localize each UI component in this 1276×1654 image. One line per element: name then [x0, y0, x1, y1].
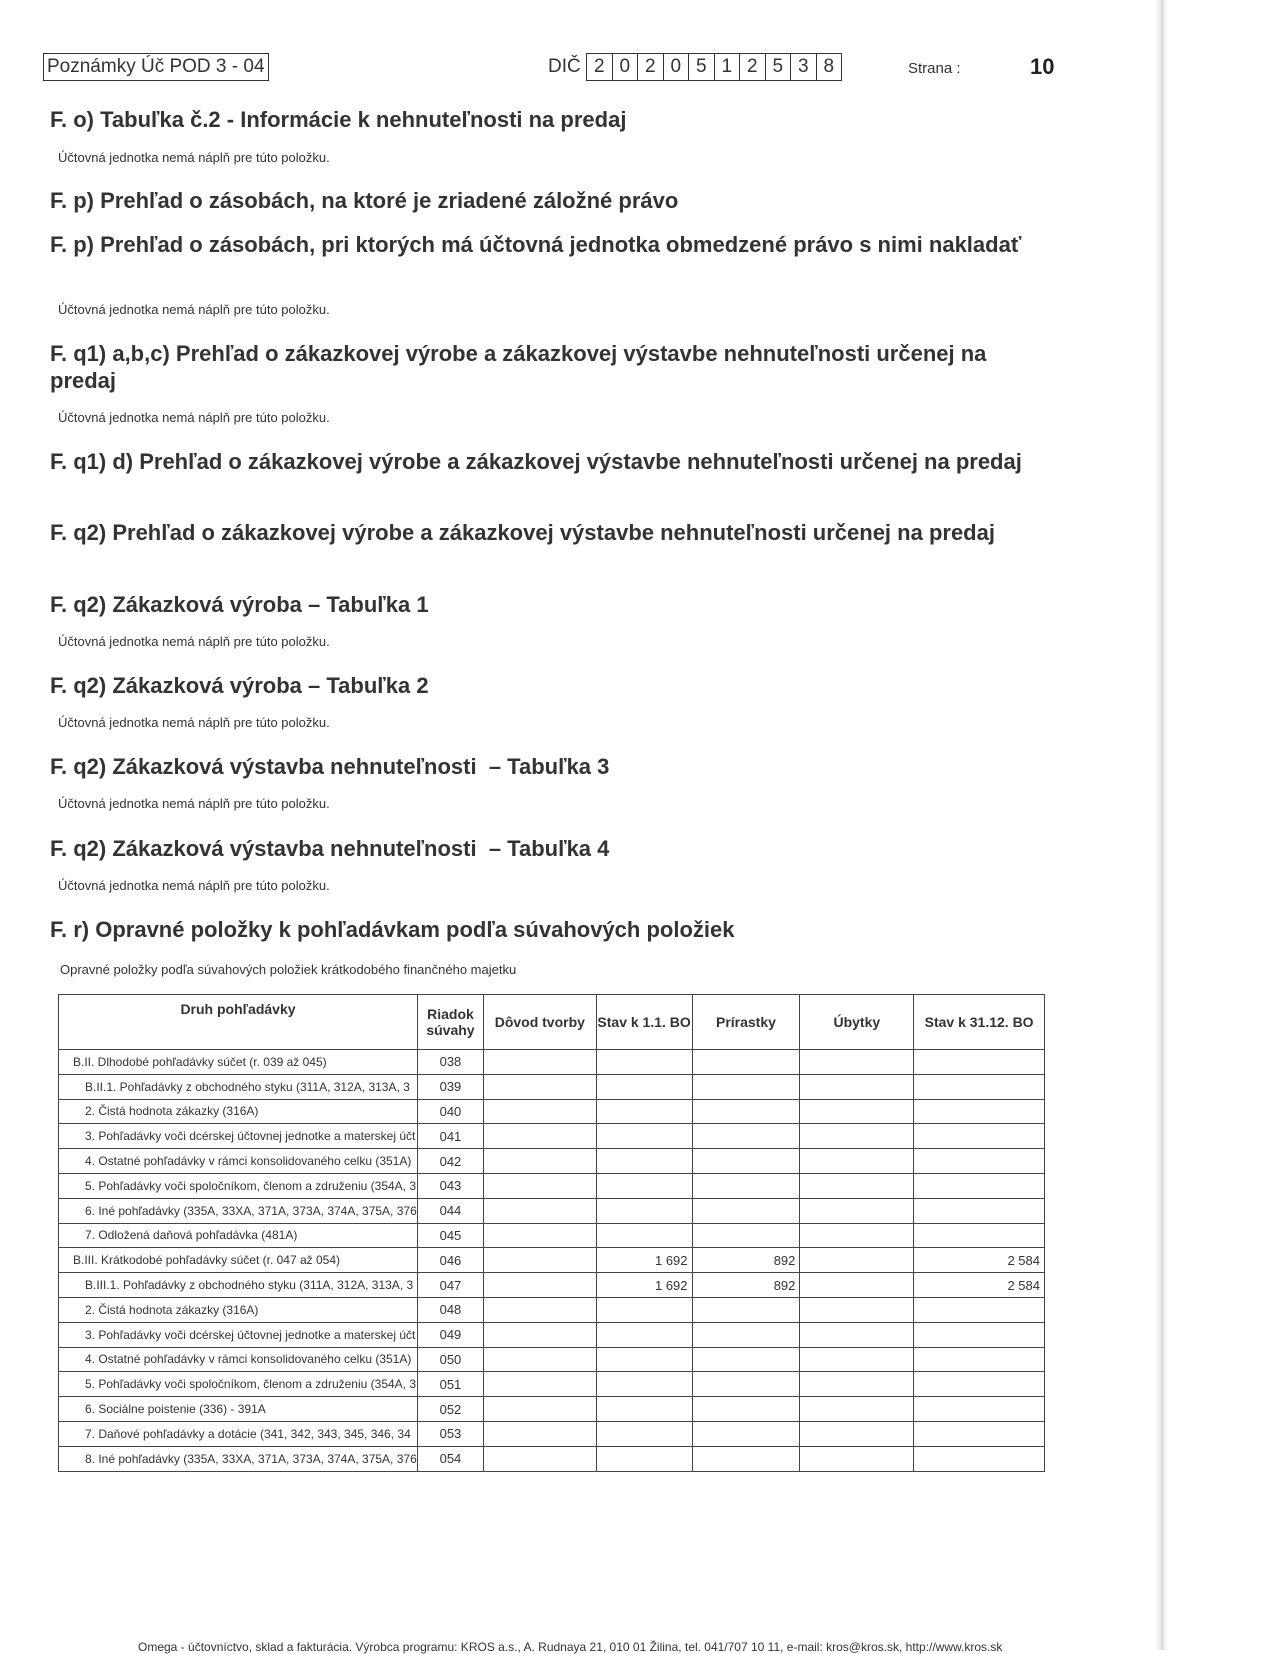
increase-cell	[692, 1173, 800, 1198]
reason-cell	[483, 1273, 596, 1298]
increase-cell: 892	[692, 1248, 800, 1273]
row-label: 6. Sociálne poistenie (336) - 391A	[59, 1397, 418, 1422]
increase-cell	[692, 1198, 800, 1223]
row-label: B.II. Dlhodobé pohľadávky súčet (r. 039 až 045)	[59, 1050, 418, 1075]
dic-digit: 1	[715, 54, 741, 80]
dic-digit: 3	[791, 54, 817, 80]
section-note: Účtovná jednotka nemá náplň pre túto položku.	[58, 410, 330, 425]
table-row	[59, 1297, 1045, 1322]
decrease-cell	[800, 1347, 914, 1372]
decrease-cell	[800, 1099, 914, 1124]
row-label: 4. Ostatné pohľadávky v rámci konsolidovaného celku (351A)	[59, 1149, 418, 1174]
end-balance-cell	[914, 1050, 1045, 1075]
dic-digit: 0	[664, 54, 690, 80]
decrease-cell	[800, 1372, 914, 1397]
increase-cell	[692, 1397, 800, 1422]
row-number: 046	[417, 1248, 483, 1273]
decrease-cell	[800, 1446, 914, 1471]
row-number: 052	[417, 1397, 483, 1422]
reason-cell	[483, 1149, 596, 1174]
increase-cell	[692, 1223, 800, 1248]
decrease-cell	[800, 1297, 914, 1322]
end-balance-cell	[914, 1223, 1045, 1248]
table-row	[59, 1421, 1045, 1446]
table-row	[59, 1322, 1045, 1347]
footer-text: Omega - účtovníctvo, sklad a fakturácia. Výrobca programu: KROS a.s., A. Rudnaya 21, 010 01 Žilina, tel. 041/707 10 11, e-mail: kros@kros.sk, http://www.kros.sk	[138, 1640, 1003, 1654]
column-header: Stav k 31.12. BO	[914, 995, 1045, 1050]
start-balance-cell	[596, 1099, 692, 1124]
row-number: 051	[417, 1372, 483, 1397]
row-label: 6. Iné pohľadávky (335A, 33XA, 371A, 373A, 374A, 375A, 376	[59, 1198, 418, 1223]
row-label: B.III.1. Pohľadávky z obchodného styku (311A, 312A, 313A, 3	[59, 1273, 418, 1298]
reason-cell	[483, 1421, 596, 1446]
section-title: F. q2) Prehľad o zákazkovej výrobe a zákazkovej výstavbe nehnuteľnosti určenej na predaj	[50, 520, 995, 545]
column-header: Dôvod tvorby	[483, 995, 596, 1050]
end-balance-cell	[914, 1099, 1045, 1124]
allowances-table	[58, 994, 1045, 1472]
form-name: Poznámky Úč POD 3 - 04	[43, 53, 269, 81]
row-label: 3. Pohľadávky voči dcérskej účtovnej jednotke a materskej účt	[59, 1124, 418, 1149]
table-row	[59, 1074, 1045, 1099]
end-balance-cell: 2 584	[914, 1248, 1045, 1273]
table-row	[59, 1099, 1045, 1124]
decrease-cell	[800, 1223, 914, 1248]
column-header: Prírastky	[692, 995, 800, 1050]
section-title: F. q2) Zákazková výroba – Tabuľka 2	[50, 673, 429, 698]
section-title: F. p) Prehľad o zásobách, pri ktorých má účtovná jednotka obmedzené právo s nimi nakladať	[50, 232, 1022, 257]
section-title: F. r) Opravné položky k pohľadávkam podľa súvahových položiek	[50, 917, 735, 942]
increase-cell	[692, 1099, 800, 1124]
decrease-cell	[800, 1149, 914, 1174]
section-title: F. o) Tabuľka č.2 - Informácie k nehnuteľnosti na predaj	[50, 107, 627, 132]
row-label: 5. Pohľadávky voči spoločníkom, členom a združeniu (354A, 3	[59, 1372, 418, 1397]
decrease-cell	[800, 1248, 914, 1273]
dic-digit: 5	[766, 54, 792, 80]
row-number: 040	[417, 1099, 483, 1124]
start-balance-cell	[596, 1223, 692, 1248]
decrease-cell	[800, 1074, 914, 1099]
section-note: Účtovná jednotka nemá náplň pre túto položku.	[58, 634, 330, 649]
dic-digit: 0	[613, 54, 639, 80]
table-row	[59, 1372, 1045, 1397]
increase-cell	[692, 1074, 800, 1099]
row-number: 053	[417, 1421, 483, 1446]
dic-digit: 2	[638, 54, 664, 80]
row-number: 049	[417, 1322, 483, 1347]
column-header: Druh pohľadávky	[59, 995, 418, 1050]
section-note: Účtovná jednotka nemá náplň pre túto položku.	[58, 715, 330, 730]
end-balance-cell	[914, 1124, 1045, 1149]
row-number: 048	[417, 1297, 483, 1322]
row-number: 038	[417, 1050, 483, 1075]
end-balance-cell	[914, 1322, 1045, 1347]
table-subtitle: Opravné položky podľa súvahových položiek krátkodobého finančného majetku	[60, 962, 517, 977]
page-label: Strana :	[908, 60, 961, 77]
start-balance-cell	[596, 1173, 692, 1198]
row-number: 044	[417, 1198, 483, 1223]
dic-digit: 8	[823, 56, 835, 77]
section-note: Účtovná jednotka nemá náplň pre túto položku.	[58, 150, 330, 165]
reason-cell	[483, 1397, 596, 1422]
table-row	[59, 1248, 1045, 1273]
dic-digits	[586, 53, 842, 81]
table-row	[59, 1347, 1045, 1372]
section-note: Účtovná jednotka nemá náplň pre túto položku.	[58, 302, 330, 317]
row-label: 7. Odložená daňová pohľadávka (481A)	[59, 1223, 418, 1248]
row-number: 054	[417, 1446, 483, 1471]
row-label: 7. Daňové pohľadávky a dotácie (341, 342, 343, 345, 346, 34	[59, 1421, 418, 1446]
dic-digit: 2	[740, 54, 766, 80]
table-row	[59, 1124, 1045, 1149]
column-header: Úbytky	[800, 995, 914, 1050]
section-note: Účtovná jednotka nemá náplň pre túto položku.	[58, 796, 330, 811]
row-label: B.III. Krátkodobé pohľadávky súčet (r. 047 až 054)	[59, 1248, 418, 1273]
start-balance-cell	[596, 1421, 692, 1446]
start-balance-cell	[596, 1397, 692, 1422]
row-number: 050	[417, 1347, 483, 1372]
section-title: F. p) Prehľad o zásobách, na ktoré je zriadené záložné právo	[50, 188, 679, 213]
decrease-cell	[800, 1124, 914, 1149]
end-balance-cell	[914, 1173, 1045, 1198]
reason-cell	[483, 1050, 596, 1075]
row-number: 042	[417, 1149, 483, 1174]
decrease-cell	[800, 1322, 914, 1347]
section-title: F. q1) a,b,c) Prehľad o zákazkovej výrobe a zákazkovej výstavbe nehnuteľnosti určenej na predaj	[50, 341, 987, 393]
start-balance-cell	[596, 1297, 692, 1322]
row-label: 2. Čistá hodnota zákazky (316A)	[59, 1297, 418, 1322]
table-row	[59, 1173, 1045, 1198]
increase-cell	[692, 1322, 800, 1347]
reason-cell	[483, 1297, 596, 1322]
row-number: 047	[417, 1273, 483, 1298]
page-number: 10	[1030, 54, 1055, 79]
increase-cell	[692, 1421, 800, 1446]
table-row	[59, 1198, 1045, 1223]
start-balance-cell	[596, 1050, 692, 1075]
column-header: Stav k 1.1. BO	[596, 995, 692, 1050]
increase-cell	[692, 1124, 800, 1149]
column-header: Riadok súvahy	[417, 995, 483, 1050]
row-number: 039	[417, 1074, 483, 1099]
start-balance-cell	[596, 1347, 692, 1372]
end-balance-cell	[914, 1421, 1045, 1446]
end-balance-cell	[914, 1198, 1045, 1223]
reason-cell	[483, 1198, 596, 1223]
row-label: 4. Ostatné pohľadávky v rámci konsolidovaného celku (351A)	[59, 1347, 418, 1372]
section-title: F. q1) d) Prehľad o zákazkovej výrobe a zákazkovej výstavbe nehnuteľnosti určenej na predaj	[50, 449, 1022, 474]
start-balance-cell	[596, 1124, 692, 1149]
scan-edge	[1155, 0, 1169, 1650]
decrease-cell	[800, 1050, 914, 1075]
dic-digit: 5	[689, 54, 715, 80]
start-balance-cell	[596, 1149, 692, 1174]
row-number: 045	[417, 1223, 483, 1248]
decrease-cell	[800, 1421, 914, 1446]
end-balance-cell	[914, 1347, 1045, 1372]
end-balance-cell	[914, 1074, 1045, 1099]
decrease-cell	[800, 1397, 914, 1422]
end-balance-cell: 2 584	[914, 1273, 1045, 1298]
reason-cell	[483, 1223, 596, 1248]
end-balance-cell	[914, 1397, 1045, 1422]
table-row	[59, 1446, 1045, 1471]
row-label: 5. Pohľadávky voči spoločníkom, členom a združeniu (354A, 3	[59, 1173, 418, 1198]
increase-cell	[692, 1050, 800, 1075]
reason-cell	[483, 1074, 596, 1099]
row-label: 3. Pohľadávky voči dcérskej účtovnej jednotke a materskej účt	[59, 1322, 418, 1347]
row-number: 043	[417, 1173, 483, 1198]
end-balance-cell	[914, 1372, 1045, 1397]
row-label: B.II.1. Pohľadávky z obchodného styku (311A, 312A, 313A, 3	[59, 1074, 418, 1099]
reason-cell	[483, 1099, 596, 1124]
increase-cell: 892	[692, 1273, 800, 1298]
start-balance-cell	[596, 1198, 692, 1223]
decrease-cell	[800, 1173, 914, 1198]
increase-cell	[692, 1372, 800, 1397]
start-balance-cell	[596, 1372, 692, 1397]
increase-cell	[692, 1446, 800, 1471]
end-balance-cell	[914, 1297, 1045, 1322]
dic-digit: 2	[587, 54, 613, 80]
start-balance-cell: 1 692	[596, 1273, 692, 1298]
section-title: F. q2) Zákazková výstavba nehnuteľnosti – Tabuľka 3	[50, 754, 610, 779]
row-number: 041	[417, 1124, 483, 1149]
start-balance-cell	[596, 1074, 692, 1099]
row-label: 8. Iné pohľadávky (335A, 33XA, 371A, 373A, 374A, 375A, 376	[59, 1446, 418, 1471]
start-balance-cell	[596, 1322, 692, 1347]
reason-cell	[483, 1322, 596, 1347]
decrease-cell	[800, 1273, 914, 1298]
table-row	[59, 1050, 1045, 1075]
decrease-cell	[800, 1198, 914, 1223]
reason-cell	[483, 1446, 596, 1471]
table-row	[59, 1149, 1045, 1174]
dic-label: DIČ	[548, 56, 581, 77]
increase-cell	[692, 1297, 800, 1322]
increase-cell	[692, 1149, 800, 1174]
table-row	[59, 1397, 1045, 1422]
reason-cell	[483, 1124, 596, 1149]
reason-cell	[483, 1173, 596, 1198]
table-header-row	[59, 995, 1045, 1050]
end-balance-cell	[914, 1149, 1045, 1174]
table-row	[59, 1273, 1045, 1298]
section-title: F. q2) Zákazková výstavba nehnuteľnosti – Tabuľka 4	[50, 836, 610, 861]
row-label: 2. Čistá hodnota zákazky (316A)	[59, 1099, 418, 1124]
reason-cell	[483, 1372, 596, 1397]
section-title: F. q2) Zákazková výroba – Tabuľka 1	[50, 592, 429, 617]
start-balance-cell: 1 692	[596, 1248, 692, 1273]
reason-cell	[483, 1248, 596, 1273]
reason-cell	[483, 1347, 596, 1372]
start-balance-cell	[596, 1446, 692, 1471]
section-note: Účtovná jednotka nemá náplň pre túto položku.	[58, 878, 330, 893]
table-row	[59, 1223, 1045, 1248]
end-balance-cell	[914, 1446, 1045, 1471]
increase-cell	[692, 1347, 800, 1372]
